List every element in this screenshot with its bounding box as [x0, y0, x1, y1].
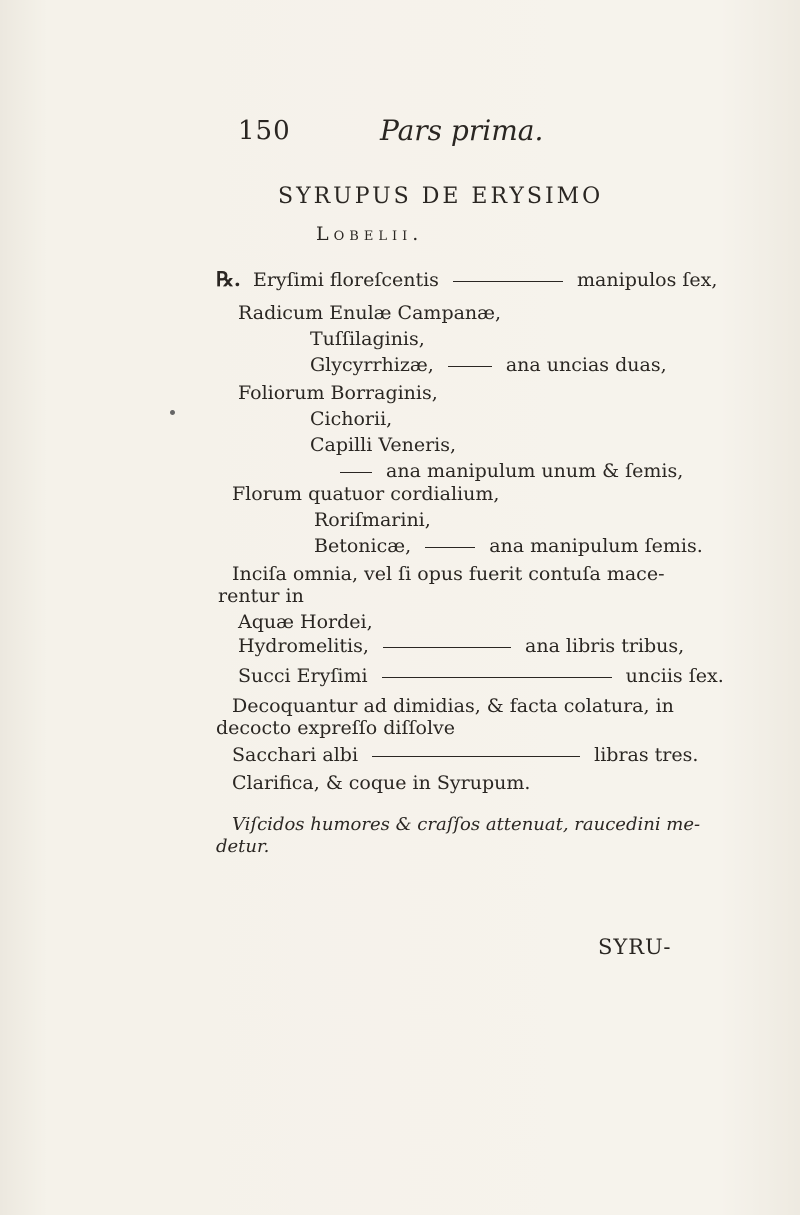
ingredient-line: Tuſſilaginis,	[310, 328, 425, 350]
leader-dash	[383, 647, 511, 648]
catchword: SYRU-	[598, 935, 672, 959]
ingredient-line: Betonicæ, ana manipulum ſemis.	[314, 535, 703, 557]
ingredient-line: Aquæ Hordei,	[238, 611, 373, 633]
ingredient-line: Florum quatuor cordialium,	[232, 483, 500, 505]
instruction-line: Clarifica, & coque in Syrupum.	[232, 772, 531, 794]
ingredient-line: Roriſmarini,	[314, 509, 431, 531]
running-title: Pars prima.	[380, 114, 544, 147]
recipe-author: Lobelii.	[316, 223, 424, 245]
leader-dash	[382, 677, 612, 678]
ingredient-line: Capilli Veneris,	[310, 434, 457, 456]
ingredient-line: ℞. Eryſimi floreſcentis manipulos ſex,	[216, 267, 718, 291]
ingredient-line: ana manipulum unum & ſemis,	[340, 458, 683, 484]
leader-dash	[372, 756, 580, 757]
instruction-line: decocto expreſſo diſſolve	[216, 717, 456, 739]
ingredient-line: Hydromelitis, ana libris tribus,	[238, 635, 685, 657]
page-number: 150	[238, 116, 291, 146]
instruction-line: Decoquantur ad dimidias, & facta colatura, in	[232, 695, 674, 717]
instruction-line: rentur in	[218, 585, 304, 607]
leader-dash	[453, 281, 563, 282]
ingredient-line: Glycyrrhizæ, ana uncias duas,	[310, 354, 667, 376]
ingredient-line: Foliorum Borraginis,	[238, 382, 438, 404]
leader-dash	[340, 472, 372, 473]
instruction-line: Inciſa omnia, vel ſi opus fuerit contuſa mace-	[232, 563, 665, 585]
ingredient-line: Succi Eryſimi unciis ſex.	[238, 665, 724, 687]
ingredient-line: Radicum Enulæ Campanæ,	[238, 302, 502, 324]
margin-mark	[170, 410, 175, 415]
note-line: Viſcidos humores & craſſos attenuat, raucedini me-	[232, 814, 701, 835]
recipe-symbol-icon: ℞.	[216, 267, 241, 291]
recipe-title: SYRUPUS DE ERYSIMO	[278, 184, 604, 209]
note-line: detur.	[216, 836, 270, 857]
ingredient-line: Cichorii,	[310, 408, 393, 430]
leader-dash	[425, 547, 475, 548]
leader-dash	[448, 366, 492, 367]
ingredient-line: Sacchari albi libras tres.	[232, 744, 699, 766]
